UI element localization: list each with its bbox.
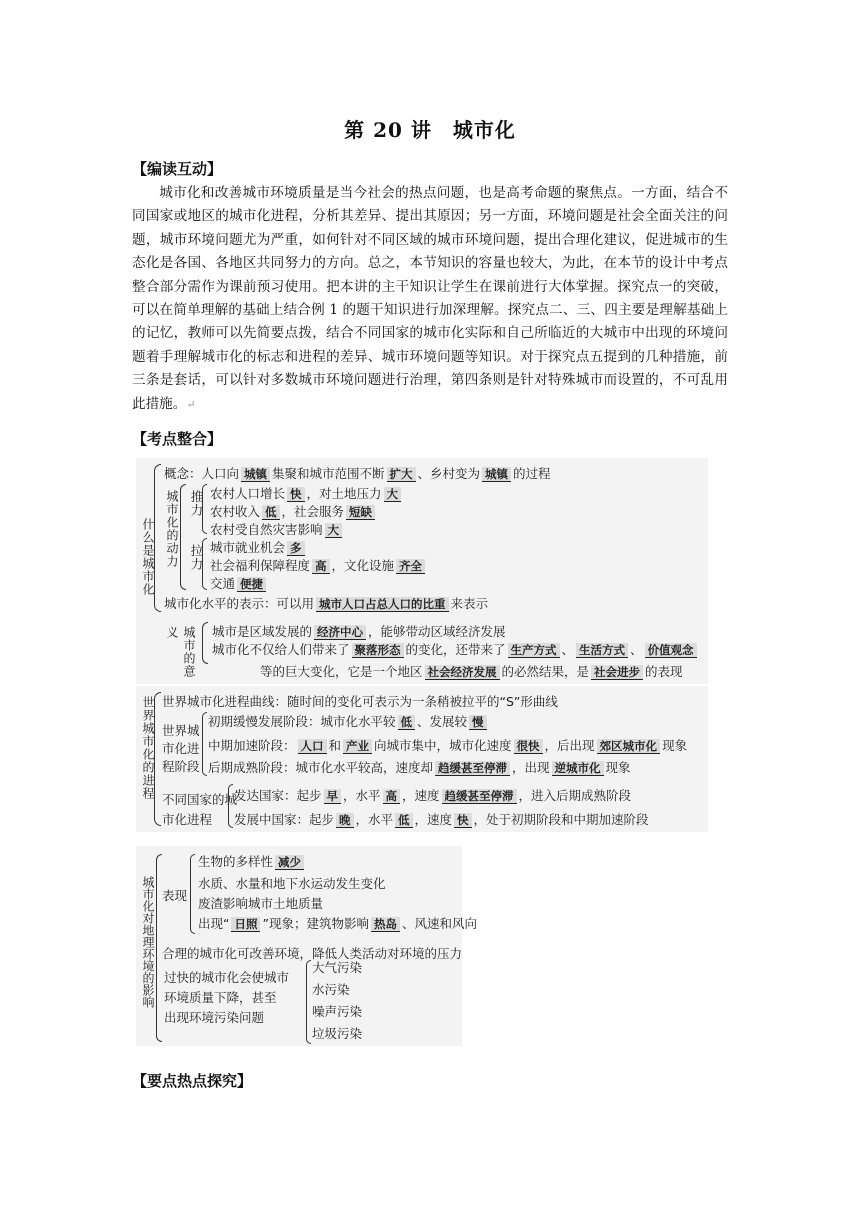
answer-blank: 聚落形态: [352, 643, 404, 658]
stage-brace: [202, 712, 207, 776]
push-item-3: 农村受自然灾害影响 大: [210, 520, 344, 538]
driver-label: 城市化的动力: [165, 490, 179, 568]
curve-line: 世界城市化进程曲线：随时间的变化可表示为一条稍被拉平的“S”形曲线: [162, 694, 558, 709]
diagram2-brace: [154, 692, 161, 826]
answer-blank: 很快: [514, 739, 543, 754]
stage-late: 后期成熟阶段：城市化水平较高，速度却 趋缓甚至停滞 ，出现 逆城市化 现象: [208, 760, 631, 775]
answer-blank: 经济中心: [314, 625, 366, 640]
meaning-line-3: 等的巨大变化，它是一个地区 社会经济发展 的必然结果，是 社会进步 的表现: [260, 664, 683, 679]
answer-blank: 低: [398, 715, 416, 730]
answer-blank: 城镇: [482, 467, 511, 482]
reasonable-line: 合理的城市化可改善环境，降低人类活动对环境的压力: [162, 946, 463, 961]
pull-item-3: 交通 便捷: [210, 574, 268, 592]
answer-blank: 价值观念: [645, 643, 697, 658]
effect-3: 废渣影响城市土地质量: [198, 896, 324, 911]
push-label: 推力: [189, 490, 204, 517]
answer-blank: 减少: [275, 855, 304, 870]
answer-blank: 低: [262, 505, 280, 520]
answer-blank: 快: [454, 813, 472, 828]
pollution-water: 水污染: [312, 982, 350, 997]
answer-blank: 高: [383, 789, 401, 804]
stage-label: 世界城市化进程阶段: [162, 723, 200, 774]
level-line: 城市化水平的表示：可以用 城市人口占总人口的比重 来表示: [164, 596, 489, 611]
concept-diagram-urbanization-process: [136, 686, 708, 832]
answer-blank: 慢: [469, 715, 487, 730]
answer-blank: 扩大: [387, 467, 416, 482]
answer-blank: 城市人口占总人口的比重: [316, 597, 449, 612]
answer-blank: 趋缓甚至停滞: [442, 789, 517, 804]
developing-line: 发展中国家：起步 晚 ，水平 低 ，速度 快 ，处于初期阶段和中期加速阶段: [234, 812, 649, 827]
answer-blank: 生活方式: [576, 643, 628, 658]
pull-label: 拉力: [189, 544, 204, 571]
pollution-waste: 垃圾污染: [312, 1026, 363, 1041]
answer-blank: 短缺: [346, 505, 375, 520]
answer-blank: 郊区城市化: [597, 739, 661, 754]
meaning-label: 城市的意义: [165, 626, 196, 678]
paragraph-mark: ↵: [186, 397, 196, 411]
intro-paragraph: [132, 182, 728, 416]
answer-blank: 人口: [298, 739, 327, 754]
diagram1-brace: [154, 464, 161, 612]
explore-heading: 【要点热点探究】: [132, 1072, 253, 1090]
answer-blank: 日照: [231, 917, 260, 932]
pull-brace: [202, 538, 207, 590]
stage-middle: 中期加速阶段： 人口 和 产业 向城市集中，城市化速度 很快 ，后出现 郊区城市化 现象: [208, 738, 688, 753]
meaning-line-1: 城市是区域发展的 经济中心 ，能够带动区域经济发展: [212, 624, 506, 639]
intro-text: 城市化和改善城市环境质量是当今社会的热点问题，也是高考命题的聚焦点。一方面，结合不同国家或地区的城市化进程，分析其差异、提出其原因；另一方面，环境问题是社会全面关注的问题，城市环境问题尤为严重，如何针对不同区域的城市环境问题，提出合理化建议，促进城市的生态化是各国、各地区共同努力的方向。总之，本节知识的容量也较大，为此，在本节的设计中考点整合部分需作为课前预习使用。把本讲的主干知识让学生在课前进行大体掌握。探究点一的突破，可以在简单理解的基础上结合例 1 的题干知识进行加深理解。探究点二、三、四主要是理解基础上的记忆，教师可以先简要点拨，结合不同国家的城市化实际和自己所临近的大城市中出现的环境问题着手理解城市化的标志和进程的差异、城市环境问题等知识。对于探究点五提到的几种措施，前三条是套话，可以针对多数城市环境问题进行治理，第四条则是针对特殊城市而设置的，不可乱用此措施。: [132, 185, 728, 412]
pull-item-2: 社会福利保障程度 高 ，文化设施 齐全: [210, 556, 427, 574]
diagram3-root: 城市化对地理环境的影响: [141, 876, 155, 1008]
meaning-line-2: 城市化不仅给人们带来了 聚落形态 的变化，还带来了 生产方式 、 生活方式 、 价值观念: [212, 640, 699, 658]
answer-blank: 生产方式: [508, 643, 560, 658]
developed-line: 发达国家：起步 早 ，水平 高 ，速度 趋缓甚至停滞 ，进入后期成熟阶段: [234, 788, 632, 803]
integration-heading: 【考点整合】: [132, 430, 223, 448]
effect-1: 生物的多样性 减少: [198, 852, 306, 870]
answer-blank: 大: [325, 523, 343, 538]
concept-line: 概念：人口向 城镇 集聚和城市范围不断 扩大 、乡村变为 城镇 的过程: [164, 466, 551, 481]
answer-blank: 快: [287, 487, 305, 502]
diff-label: 不同国家的城市化进程: [162, 792, 238, 827]
concept-diagram-what-is-urbanization: [136, 458, 708, 684]
answer-blank: 热岛: [371, 917, 400, 932]
answer-blank: 社会进步: [591, 665, 643, 680]
pollution-air: 大气污染: [312, 960, 363, 975]
answer-blank: 晚: [336, 813, 354, 828]
diagram1-root: 什么是城市化: [141, 518, 155, 596]
answer-blank: 早: [324, 789, 342, 804]
fast-line-1: 过快的城市化会使城市: [164, 970, 290, 985]
effect-4: 出现“ 日照 ”现象；建筑物影响 热岛 、风速和风向: [198, 916, 477, 931]
answer-blank: 多: [287, 541, 305, 556]
pollution-brace: [306, 960, 311, 1044]
concept-diagram-environmental-impact: [136, 846, 477, 1046]
diff-brace: [228, 784, 233, 828]
fast-line-3: 出现环境污染问题: [164, 1010, 265, 1025]
answer-blank: 社会经济发展: [425, 665, 500, 680]
answer-blank: 逆城市化: [552, 761, 604, 776]
lesson-title: 第 20 讲 城市化: [344, 118, 516, 142]
pollution-noise: 噪声污染: [312, 1004, 363, 1019]
meaning-brace: [202, 622, 208, 664]
effect-2: 水质、水量和地下水运动发生变化: [198, 876, 386, 891]
stage-early: 初期缓慢发展阶段：城市化水平较 低 、发展较 慢: [208, 712, 489, 730]
answer-blank: 城镇: [241, 467, 270, 482]
answer-blank: 齐全: [396, 559, 425, 574]
show-label: 表现: [162, 888, 188, 903]
intro-heading: 【编读互动】: [132, 160, 223, 178]
answer-blank: 便捷: [237, 577, 266, 592]
diagram2-root: 世界城市化的进程: [141, 696, 155, 800]
answer-blank: 趋缓甚至停滞: [435, 761, 510, 776]
answer-blank: 高: [312, 559, 330, 574]
push-item-2: 农村收入 低 ，社会服务 短缺: [210, 502, 377, 520]
answer-blank: 低: [395, 813, 413, 828]
push-item-1: 农村人口增长 快 ，对土地压力 大: [210, 484, 403, 502]
push-brace: [202, 484, 207, 534]
show-brace: [190, 854, 195, 934]
pull-item-1: 城市就业机会 多: [210, 538, 307, 556]
answer-blank: 产业: [343, 739, 372, 754]
fast-line-2: 环境质量下降，甚至: [164, 990, 277, 1005]
driver-brace: [180, 484, 186, 590]
answer-blank: 大: [384, 487, 402, 502]
